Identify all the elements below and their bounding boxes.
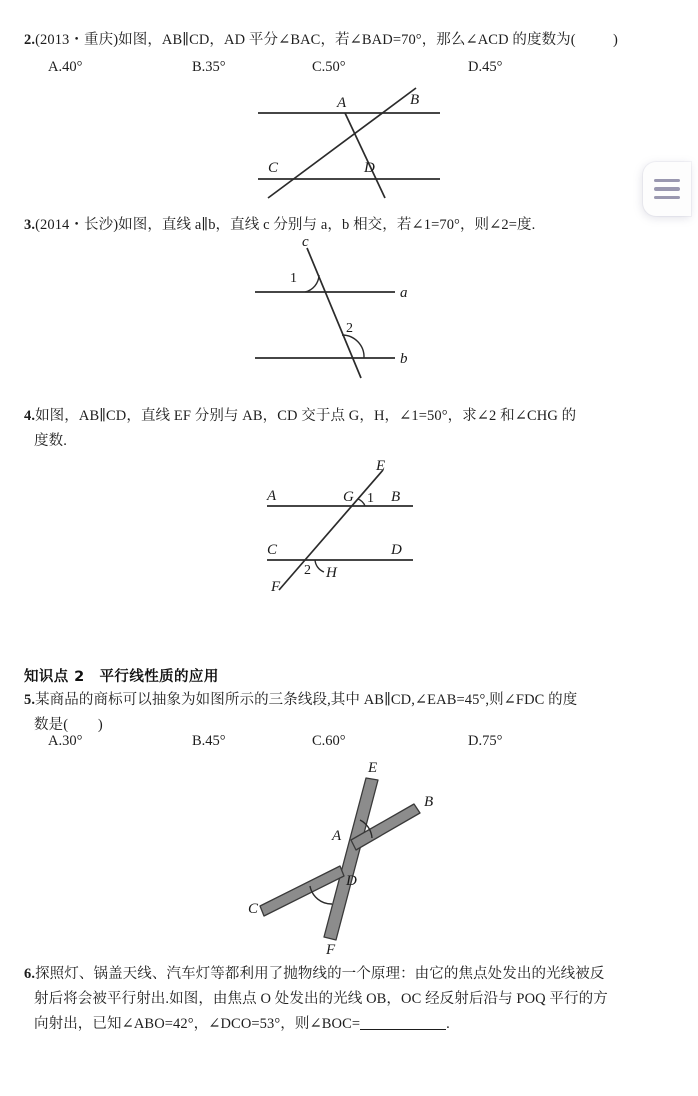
question-4-stem xyxy=(24,404,674,454)
figure-q5-label-C: C xyxy=(248,901,259,917)
option-d[interactable]: D.45° xyxy=(468,59,503,75)
option-d[interactable]: D.75° xyxy=(468,733,503,749)
question-6-text-line3-end: . xyxy=(446,1016,450,1032)
figure-q3-label-angle2: 2 xyxy=(346,321,353,336)
question-5-text-line2: 数是( ) xyxy=(34,717,103,733)
figure-q2-label-D: D xyxy=(364,160,375,176)
knowledge-point-heading: 知识点 2 平行线性质的应用 xyxy=(24,669,219,685)
figure-q4-label-E: E xyxy=(376,458,386,474)
figure-q3-label-a: a xyxy=(400,285,408,301)
question-6-stem xyxy=(24,962,674,1037)
figure-q4-label-F: F xyxy=(271,579,281,595)
figure-q5-trademark xyxy=(248,758,458,958)
option-a[interactable]: A.40° xyxy=(48,59,83,75)
hamburger-icon-bar-2 xyxy=(654,187,680,190)
question-6-number: 6. xyxy=(24,966,36,982)
figure-q3-label-angle1: 1 xyxy=(290,271,297,286)
option-c[interactable]: C.50° xyxy=(312,59,346,75)
option-b[interactable]: B.35° xyxy=(192,59,226,75)
option-c[interactable]: C.60° xyxy=(312,733,346,749)
option-a[interactable]: A.30° xyxy=(48,733,83,749)
figure-q3 xyxy=(245,234,445,380)
question-4-text-line1: 如图，AB∥CD，直线 EF 分别与 AB，CD 交于点 G，H，∠1=50°，求∠2 和∠CHG 的 xyxy=(35,408,577,424)
figure-q4-label-angle2: 2 xyxy=(304,563,311,578)
hamburger-icon-bar-3 xyxy=(654,196,680,199)
question-4-number: 4. xyxy=(24,408,36,424)
figure-q4 xyxy=(255,458,455,593)
figure-q5-label-B: B xyxy=(424,794,434,810)
figure-q4-label-angle1: 1 xyxy=(367,491,374,506)
answer-blank[interactable] xyxy=(360,1015,446,1030)
figure-q4-label-C: C xyxy=(267,542,278,558)
question-3-stem xyxy=(24,213,674,238)
figure-q4-label-B: B xyxy=(391,489,401,505)
figure-q2-label-B: B xyxy=(410,92,420,108)
figure-q3-label-b: b xyxy=(400,351,408,367)
question-5-options xyxy=(24,729,674,753)
question-5-text-line1: 某商品的商标可以抽象为如图所示的三条线段,其中 AB∥CD,∠EAB=45°,则∠FDC 的度 xyxy=(35,692,578,708)
question-2-options xyxy=(24,55,674,79)
option-b[interactable]: B.45° xyxy=(192,733,226,749)
figure-q4-label-G: G xyxy=(343,489,354,505)
figure-q2-label-A: A xyxy=(337,95,347,111)
question-6-text-line1: 探照灯、锅盖天线、汽车灯等都利用了抛物线的一个原理：由它的焦点处发出的光线被反 xyxy=(35,966,605,982)
figure-q5-label-A: A xyxy=(332,828,342,844)
figure-q3-label-c: c xyxy=(302,234,309,250)
question-2-text: (2013・重庆)如图，AB∥CD，AD 平分∠BAC，若∠BAD=70°，那么∠ACD 的度数为( ) xyxy=(35,32,618,48)
figure-q2 xyxy=(240,86,470,202)
question-5-number: 5. xyxy=(24,692,36,708)
question-2-number: 2. xyxy=(24,32,36,48)
hamburger-menu[interactable] xyxy=(643,162,691,216)
question-6-text-line3: 向射出，已知∠ABO=42°，∠DCO=53°，则∠BOC= xyxy=(34,1016,361,1032)
figure-q2-label-C: C xyxy=(268,160,279,176)
figure-q5-label-D: D xyxy=(346,873,357,889)
figure-q4-label-A: A xyxy=(267,488,277,504)
figure-q5-label-F: F xyxy=(326,942,336,958)
question-2-stem xyxy=(24,28,674,53)
question-4-text-line2: 度数. xyxy=(34,433,67,449)
figure-q5-label-E: E xyxy=(368,760,378,776)
question-6-text-line2: 射后将会被平行射出.如图，由焦点 O 处发出的光线 OB，OC 经反射后沿与 POQ 平行的方 xyxy=(34,991,608,1007)
figure-q4-label-H: H xyxy=(326,565,337,581)
question-3-number: 3. xyxy=(24,217,36,233)
figure-q4-label-D: D xyxy=(391,542,402,558)
hamburger-icon xyxy=(654,179,680,182)
question-3-text: (2014・长沙)如图，直线 a∥b，直线 c 分别与 a，b 相交，若∠1=70°，则∠2=度. xyxy=(35,217,536,233)
